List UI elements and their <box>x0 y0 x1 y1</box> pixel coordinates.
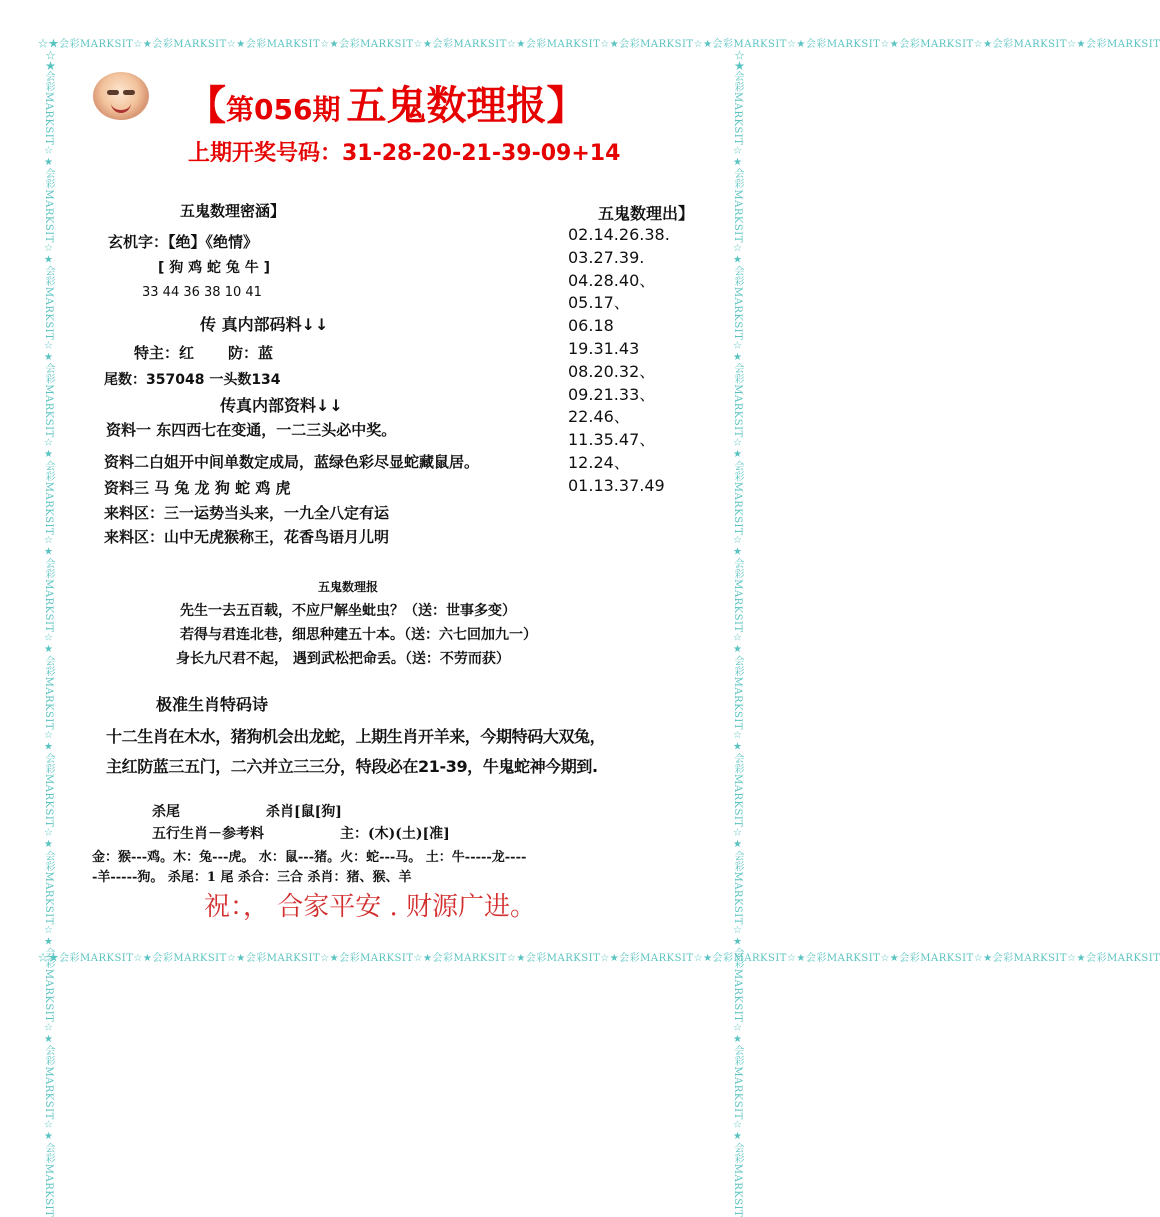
zodiac-list: [ 狗 鸡 蛇 兔 牛 ] <box>158 260 271 276</box>
list-item: 08.20.32、 <box>568 361 656 381</box>
list-item: 11.35.47、 <box>568 430 656 450</box>
main-element: 主：(木)(土)[准] <box>340 826 450 842</box>
bracket-open: 【 <box>186 83 226 129</box>
border-top: ☆★会彩MARKSIT☆★会彩MARKSIT☆★会彩MARKSIT☆★会彩MARKSIT☆★会彩MARKSIT☆★会彩MARKSIT☆★会彩MARKSIT☆★会彩MARKSIT☆★会彩MARKSIT☆★会彩MARKSIT☆★会彩MARKSIT☆★会彩MARKSIT <box>38 39 1160 50</box>
zodiac-poem-title: 极准生肖特码诗 <box>156 695 269 714</box>
issue-number: 第056期 <box>226 93 341 126</box>
bracket-close: 】 <box>546 83 587 129</box>
last-draw-numbers: 上期开奖号码：31-28-20-21-39-09+14 <box>188 141 621 166</box>
list-item: 01.13.37.49 <box>568 475 665 495</box>
number-list: 33 44 36 38 10 41 <box>142 285 262 300</box>
source-one: 来料区：三一运势当头来，一九全八定有运 <box>104 504 390 522</box>
mystery-word: 玄机字：【绝】《绝情》 <box>108 233 259 251</box>
right-heading: 五鬼数理出】 <box>598 204 695 223</box>
list-item: 12.24、 <box>568 452 630 472</box>
list-item: 19.31.43 <box>568 338 640 358</box>
guard-color: 防：蓝 <box>228 344 274 362</box>
list-item: 05.17、 <box>568 293 630 313</box>
fax-info-heading: 传真内部资料↓↓ <box>220 396 343 415</box>
zodiac-poem-line-1: 十二生肖在木水，猪狗机会出龙蛇，上期生肖开羊来，今期特码大双兔， <box>106 727 606 746</box>
list-item: 02.14.26.38. <box>568 225 670 244</box>
elements-line-2: -羊-----狗。 杀尾：1 尾 杀合：三合 杀肖：猪、猴、羊 <box>92 870 412 885</box>
border-left: ☆★会彩MARKSIT☆★会彩MARKSIT☆★会彩MARKSIT☆★会彩MARKSIT☆★会彩MARKSIT☆★会彩MARKSIT☆★会彩MARKSIT☆★会彩MARKSIT☆★会彩MARKSIT☆★会彩MARKSIT☆★会彩MARKSIT☆★会彩MARKSIT <box>43 50 54 1217</box>
info-two: 资料二白姐开中间单数定成局，蓝绿色彩尽显蛇藏鼠居。 <box>104 453 480 471</box>
page-title <box>186 74 586 131</box>
source-two: 来料区：山中无虎猴称王，花香鸟语月儿明 <box>104 528 390 546</box>
five-elements-heading: 五行生肖－参考料 <box>152 826 264 842</box>
poem-line-1: 先生一去五百载，不应尸解坐蚍虫？（送：世事多变） <box>180 603 516 619</box>
poem-line-2: 若得与君连北巷，细思种建五十本。（送：六七回加九一） <box>180 627 537 643</box>
list-item: 03.27.39. <box>568 247 645 267</box>
right-number-list <box>568 224 670 498</box>
zodiac-poem-line-2: 主红防蓝三五门，二六并立三三分，特段必在21-39，牛鬼蛇神今期到. <box>106 757 598 776</box>
list-item: 06.18 <box>568 316 614 336</box>
list-item: 04.28.40、 <box>568 270 656 290</box>
border-bottom: ☆★会彩MARKSIT☆★会彩MARKSIT☆★会彩MARKSIT☆★会彩MARKSIT☆★会彩MARKSIT☆★会彩MARKSIT☆★会彩MARKSIT☆★会彩MARKSIT☆★会彩MARKSIT☆★会彩MARKSIT☆★会彩MARKSIT☆★会彩MARKSIT <box>38 953 1160 964</box>
border-right: ☆★会彩MARKSIT☆★会彩MARKSIT☆★会彩MARKSIT☆★会彩MARKSIT☆★会彩MARKSIT☆★会彩MARKSIT☆★会彩MARKSIT☆★会彩MARKSIT☆★会彩MARKSIT☆★会彩MARKSIT☆★会彩MARKSIT☆★会彩MARKSIT <box>732 50 743 1217</box>
list-item: 09.21.33、 <box>568 384 656 404</box>
left-heading: 五鬼数理密涵】 <box>180 202 286 220</box>
fax-code-heading: 传 真内部码料↓↓ <box>200 315 329 334</box>
info-one: 资料一 东四西七在变通，一二三头必中奖。 <box>106 421 397 439</box>
elements-line-1: 金：猴---鸡。木：兔---虎。 水：鼠---猪。火：蛇---马。 土：牛-----龙---- <box>92 850 527 865</box>
kill-tail: 杀尾 <box>152 804 180 820</box>
kill-zodiac: 杀肖[鼠[狗] <box>266 804 342 820</box>
special-main-color: 特主：红 <box>134 344 195 362</box>
poem-title: 五鬼数理报 <box>318 580 379 594</box>
info-three: 资料三 马 兔 龙 狗 蛇 鸡 虎 <box>104 479 291 497</box>
poem-line-3: 身长九尺君不起， 遇到武松把命丢。（送：不劳而获） <box>176 651 510 667</box>
paper-name: 五鬼数理报 <box>346 82 547 129</box>
list-item: 22.46、 <box>568 407 630 427</box>
avatar <box>93 72 149 120</box>
tail-numbers: 尾数：357048 一头数134 <box>104 372 281 388</box>
footer-blessing: 祝：， 合家平安 . 财源广进。 <box>204 892 537 922</box>
